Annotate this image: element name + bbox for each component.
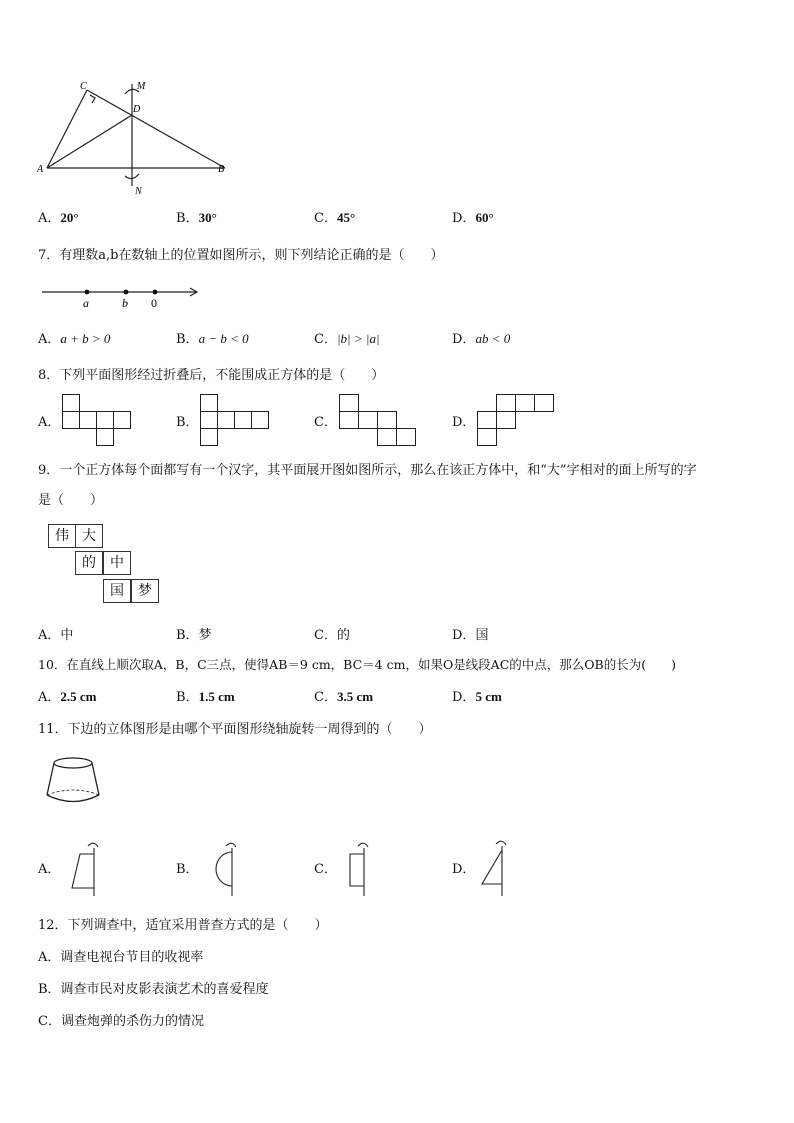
q6-label-n: N [135, 186, 142, 197]
q8-option-c[interactable] [314, 411, 337, 430]
option-letter: C． [314, 628, 337, 643]
net-cell: 大 [75, 524, 103, 548]
q10-option-d[interactable] [452, 686, 502, 705]
option-text: 60° [475, 210, 494, 225]
q11-option-a[interactable] [38, 858, 60, 877]
net-cell: 梦 [131, 579, 159, 603]
option-letter: A． [38, 628, 61, 643]
q9-cube-net [48, 524, 160, 606]
option-letter: B． [176, 862, 199, 877]
q6-option-b[interactable] [176, 207, 217, 226]
q9-option-c[interactable] [314, 624, 350, 643]
option-letter: A． [38, 332, 61, 347]
q9-stem-line1: 9．一个正方体每个面都写有一个汉字，其平面展开图如图所示，那么在该正方体中，和“大”字相对的面上所写的字 [38, 463, 697, 478]
option-text: 国 [475, 628, 489, 643]
option-letter: A． [38, 690, 61, 705]
q9-option-b[interactable] [176, 624, 212, 643]
q11-stem: 11．下边的立体图形是由哪个平面图形绕轴旋转一周得到的（ ） [38, 722, 432, 737]
option-letter: C． [314, 332, 337, 347]
option-letter: C． [314, 211, 337, 226]
q6-option-c[interactable] [314, 207, 355, 226]
option-text: 5 cm [475, 689, 502, 704]
option-letter: A． [38, 415, 61, 430]
q9-option-a[interactable] [38, 624, 73, 643]
net-cell: 中 [103, 551, 131, 575]
option-letter: B． [176, 690, 199, 705]
option-letter: B． [176, 332, 199, 347]
option-text: 20° [60, 210, 79, 225]
option-text: a + b > 0 [60, 331, 111, 346]
q11-shape-d [476, 838, 512, 898]
q11-shape-b [208, 840, 244, 898]
option-text: 30° [198, 210, 217, 225]
q11-shape-a [64, 840, 104, 898]
q8-net-d [477, 394, 557, 448]
q12-option-b[interactable]: B．调查市民对皮影表演艺术的喜爱程度 [38, 982, 269, 997]
q7-label-zero: 0 [151, 296, 157, 310]
option-letter: B． [176, 415, 199, 430]
q8-option-d[interactable] [452, 411, 475, 430]
option-letter: C． [314, 415, 337, 430]
option-letter: D． [452, 211, 476, 226]
option-letter: D． [452, 628, 476, 643]
net-cell: 国 [103, 579, 131, 603]
q7-label-b: b [122, 296, 128, 310]
option-text: 梦 [198, 628, 212, 643]
q7-option-a[interactable] [38, 328, 110, 347]
q9-option-d[interactable] [452, 624, 488, 643]
option-letter: B． [176, 211, 199, 226]
q11-option-d[interactable] [452, 858, 475, 877]
q8-net-a [62, 394, 134, 448]
q10-stem: 10．在直线上顺次取A，B，C三点，使得AB＝9 cm，BC＝4 cm，如果O是线段AC的中点，那么OB的长为( ) [38, 657, 676, 672]
q7-stem: 7．有理数a,b在数轴上的位置如图所示，则下列结论正确的是（ ） [38, 248, 444, 263]
option-text: |b| > |a| [336, 331, 380, 346]
q9-stem-line2: 是（ ） [38, 493, 104, 508]
option-text: 1.5 cm [198, 689, 235, 704]
q6-option-d[interactable] [452, 207, 494, 226]
q12-option-a[interactable]: A．调查电视台节目的收视率 [38, 950, 204, 965]
q8-option-a[interactable] [38, 411, 60, 430]
option-letter: A． [38, 862, 61, 877]
option-text: a − b < 0 [198, 331, 249, 346]
option-letter: D． [452, 415, 476, 430]
q10-option-a[interactable] [38, 686, 97, 705]
option-text: 的 [336, 628, 350, 643]
option-letter: A． [38, 211, 61, 226]
q10-option-b[interactable] [176, 686, 235, 705]
option-letter: D． [452, 862, 476, 877]
q8-net-c [339, 394, 419, 448]
q11-shape-c [344, 840, 376, 898]
q6-label-b: B [218, 164, 225, 175]
q11-option-c[interactable] [314, 858, 337, 877]
option-text: ab < 0 [475, 331, 511, 346]
option-letter: C． [314, 862, 337, 877]
option-text: 中 [60, 628, 74, 643]
q7-option-c[interactable] [314, 328, 380, 347]
q8-stem: 8．下列平面图形经过折叠后，不能围成正方体的是（ ） [38, 368, 385, 383]
q7-number-line [38, 282, 203, 310]
q7-option-b[interactable] [176, 328, 249, 347]
q6-option-a[interactable] [38, 207, 79, 226]
q6-triangle-figure [35, 78, 235, 198]
q11-option-b[interactable] [176, 858, 199, 877]
option-text: 45° [336, 210, 356, 225]
net-cell: 伟 [48, 524, 76, 548]
q12-option-c[interactable]: C．调查炮弹的杀伤力的情况 [38, 1014, 204, 1029]
option-letter: B． [176, 628, 199, 643]
q6-label-a: A [37, 164, 44, 175]
q12-stem: 12．下列调查中，适宜采用普查方式的是（ ） [38, 918, 328, 933]
option-letter: C． [314, 690, 337, 705]
option-text: 2.5 cm [60, 689, 97, 704]
q6-label-c: C [80, 81, 87, 92]
q8-option-b[interactable] [176, 411, 199, 430]
q6-label-m: M [137, 81, 146, 92]
net-cell: 的 [75, 551, 103, 575]
q8-net-b [200, 394, 272, 448]
q11-frustum-figure [42, 755, 104, 809]
option-letter: D． [452, 332, 476, 347]
q6-label-d: D [133, 104, 141, 115]
q7-option-d[interactable] [452, 328, 510, 347]
option-text: 3.5 cm [336, 689, 374, 704]
q10-option-c[interactable] [314, 686, 373, 705]
q7-label-a: a [83, 296, 89, 310]
option-letter: D． [452, 690, 476, 705]
